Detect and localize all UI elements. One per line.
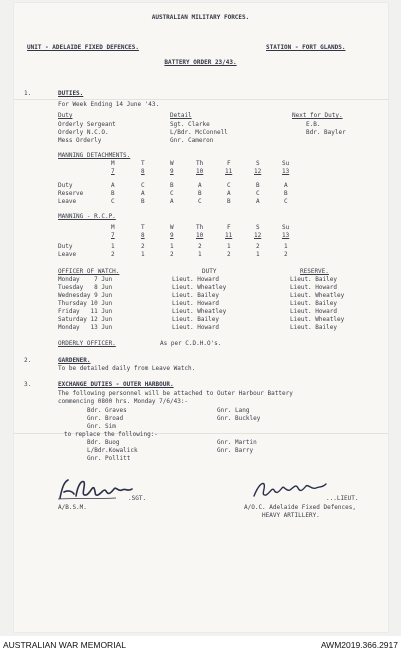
orderly-officer-label: ORDERLY OFFICER. xyxy=(58,340,116,347)
date-header: 7 xyxy=(111,168,115,175)
watch-duty: Lieut. Howard xyxy=(172,300,219,307)
row-label: Duty xyxy=(58,182,73,189)
row-label: Leave xyxy=(58,251,77,258)
watch-duty: Lieut. Bailey xyxy=(172,316,219,323)
row-label: Leave xyxy=(58,198,77,205)
day-header: Su xyxy=(282,224,290,231)
personnel-name: Gnr. Broad xyxy=(87,415,124,422)
table-cell: C xyxy=(256,190,260,197)
detail-cell: Sgt. Clarke xyxy=(170,121,210,128)
table-cell: C xyxy=(227,182,231,189)
watch-day: Monday 13 Jun xyxy=(58,324,113,331)
exchange-line-1: The following personnel will be attached to Outer Harbour Battery xyxy=(58,390,293,397)
table-cell: B xyxy=(141,198,145,205)
table-cell: 2 xyxy=(198,243,202,250)
watch-duty: Lieut. Bailey xyxy=(172,292,219,299)
watch-reserve: Lieut. Bailey xyxy=(290,276,337,283)
watch-reserve: Lieut. Howard xyxy=(290,284,337,291)
table-cell: B xyxy=(198,190,202,197)
watch-day: Thursday 10 Jun xyxy=(58,300,113,307)
unit-title: UNIT - ADELAIDE FIXED DEFENCES. xyxy=(27,44,139,51)
day-header: S xyxy=(256,224,260,231)
personnel-name: Gnr. Martin xyxy=(217,439,257,446)
table-cell: 2 xyxy=(141,243,145,250)
personnel-name: Gnr. Barry xyxy=(217,447,254,454)
detail-cell: L/Bdr. McConnell xyxy=(170,129,228,136)
table-cell: C xyxy=(198,198,202,205)
day-header: M xyxy=(111,224,115,231)
date-header: 9 xyxy=(170,168,174,175)
row-label: Duty xyxy=(58,243,73,250)
watch-day: Tuesday 8 Jun xyxy=(58,284,113,291)
date-header: 12 xyxy=(254,168,262,175)
orderly-officer-text: As per C.D.H.O's. xyxy=(160,340,222,347)
day-header: Th xyxy=(196,160,204,167)
date-header: 11 xyxy=(225,232,233,239)
date-header: 9 xyxy=(170,232,174,239)
table-cell: A xyxy=(198,182,202,189)
personnel-name: Gnr. Lang xyxy=(217,407,250,414)
watch-duty: Lieut. Howard xyxy=(172,324,219,331)
week-ending: For Week Ending 14 June '43. xyxy=(58,101,160,108)
day-header: S xyxy=(256,160,260,167)
watch-day: Monday 7 Jun xyxy=(58,276,113,283)
table-cell: C xyxy=(111,198,115,205)
watch-day: Saturday 12 Jun xyxy=(58,316,113,323)
table-cell: A xyxy=(111,182,115,189)
day-header: Su xyxy=(282,160,290,167)
oc-title: A/O.C. Adelaide Fixed Defences, xyxy=(244,504,356,511)
table-cell: 1 xyxy=(284,243,288,250)
force-title: AUSTRALIAN MILITARY FORCES. xyxy=(151,14,250,21)
day-header: F xyxy=(227,160,231,167)
table-cell: 2 xyxy=(170,251,174,258)
section-1-number: 1. xyxy=(24,90,32,97)
day-header: W xyxy=(170,224,174,231)
watch-col-reserve: RESERVE. xyxy=(300,268,329,275)
watch-reserve: Lieut. Wheatley xyxy=(290,292,345,299)
table-cell: 2 xyxy=(227,251,231,258)
watch-reserve: Lieut. Bailey xyxy=(290,324,337,331)
watch-reserve: Lieut. Wheatley xyxy=(290,316,345,323)
date-header: 12 xyxy=(254,232,262,239)
day-header: T xyxy=(141,224,145,231)
date-header: 8 xyxy=(141,232,145,239)
rcp-title: MANNING - R.C.P. xyxy=(58,213,116,220)
watch-duty: Lieut. Wheatley xyxy=(172,284,227,291)
table-cell: 1 xyxy=(198,251,202,258)
watch-title: OFFICER OF WATCH. xyxy=(58,268,120,275)
lieutenant-rank: ...LIEUT. xyxy=(326,495,359,502)
watch-duty: Lieut. Howard xyxy=(172,276,219,283)
duty-cell: Orderly Sergeant xyxy=(58,121,116,128)
duty-cell: Mess Orderly xyxy=(58,137,102,144)
section-3-title: EXCHANGE DUTIES - OUTER HARBOUR. xyxy=(58,381,174,388)
table-cell: B xyxy=(256,182,260,189)
table-cell: B xyxy=(227,198,231,205)
table-cell: 1 xyxy=(256,251,260,258)
next-cell: E.B. xyxy=(306,121,321,128)
watch-day: Friday 11 Jun xyxy=(58,308,113,315)
day-header: T xyxy=(141,160,145,167)
table-cell: 1 xyxy=(227,243,231,250)
watch-reserve: Lieut. Bailey xyxy=(290,300,337,307)
table-cell: C xyxy=(141,182,145,189)
day-header: W xyxy=(170,160,174,167)
table-cell: C xyxy=(284,198,288,205)
station-title: STATION - FORT GLANDS. xyxy=(266,44,346,51)
day-header: M xyxy=(111,160,115,167)
day-header: F xyxy=(227,224,231,231)
table-cell: 1 xyxy=(141,251,145,258)
sergeant-rank: .SGT. xyxy=(128,495,147,502)
date-header: 13 xyxy=(282,168,290,175)
table-cell: B xyxy=(111,190,115,197)
table-cell: 1 xyxy=(170,243,174,250)
date-header: 10 xyxy=(196,168,204,175)
table-cell: A xyxy=(284,182,288,189)
table-cell: 2 xyxy=(256,243,260,250)
col-duty: Duty xyxy=(58,112,73,119)
table-cell: 2 xyxy=(284,251,288,258)
section-2-number: 2. xyxy=(24,357,32,364)
personnel-name: Bdr. Graves xyxy=(87,407,127,414)
duty-cell: Orderly N.C.O. xyxy=(58,129,109,136)
paper-fold xyxy=(14,99,388,100)
order-title: BATTERY ORDER 23/43. xyxy=(164,59,237,66)
date-header: 13 xyxy=(282,232,290,239)
gardener-text: To be detailed daily from Leave Watch. xyxy=(58,365,196,372)
sergeant-title: A/B.S.M. xyxy=(58,504,87,511)
table-cell: 2 xyxy=(111,251,115,258)
watch-duty: Lieut. Wheatley xyxy=(172,308,227,315)
watch-day: Wednesday 9 Jun xyxy=(58,292,113,299)
footer-bar xyxy=(0,636,401,653)
date-header: 7 xyxy=(111,232,115,239)
date-header: 10 xyxy=(196,232,204,239)
row-label: Reserve xyxy=(58,190,84,197)
footer-accession: AWM2019.366.2917 xyxy=(320,640,398,650)
section-1-title: DUTIES. xyxy=(58,90,84,97)
table-cell: B xyxy=(284,190,288,197)
personnel-name: Gnr. Buckley xyxy=(217,415,261,422)
next-cell: Bdr. Bayler xyxy=(306,129,346,136)
replace-text: to replace the following:- xyxy=(64,431,158,438)
personnel-name: Bdr. Buog xyxy=(87,439,120,446)
detail-cell: Gnr. Cameron xyxy=(170,137,214,144)
day-header: Th xyxy=(196,224,204,231)
table-cell: A xyxy=(141,190,145,197)
section-2-title: GARDENER. xyxy=(58,357,91,364)
table-cell: A xyxy=(256,198,260,205)
footer-institution: AUSTRALIAN WAR MEMORIAL xyxy=(3,640,126,650)
lieutenant-signature xyxy=(250,478,330,500)
table-cell: A xyxy=(227,190,231,197)
exchange-line-2: commencing 0800 hrs. Monday 7/6/43:- xyxy=(58,398,189,405)
col-detail: Detail xyxy=(170,112,192,119)
col-next: Next for Duty. xyxy=(292,112,343,119)
watch-reserve: Lieut. Howard xyxy=(290,308,337,315)
date-header: 8 xyxy=(141,168,145,175)
table-cell: B xyxy=(170,182,174,189)
section-3-number: 3. xyxy=(24,381,32,388)
personnel-name: Gnr. Pollitt xyxy=(87,455,131,462)
table-cell: A xyxy=(170,198,174,205)
table-cell: 1 xyxy=(111,243,115,250)
table-cell: C xyxy=(170,190,174,197)
personnel-name: L/Bdr.Kowalick xyxy=(87,447,138,454)
watch-col-duty: DUTY xyxy=(202,268,217,275)
manning-title: MANNING DETACHMENTS. xyxy=(58,152,131,159)
date-header: 11 xyxy=(225,168,233,175)
personnel-name: Gnr. Sim xyxy=(87,423,116,430)
oc-subtitle: HEAVY ARTILLERY. xyxy=(262,512,320,519)
